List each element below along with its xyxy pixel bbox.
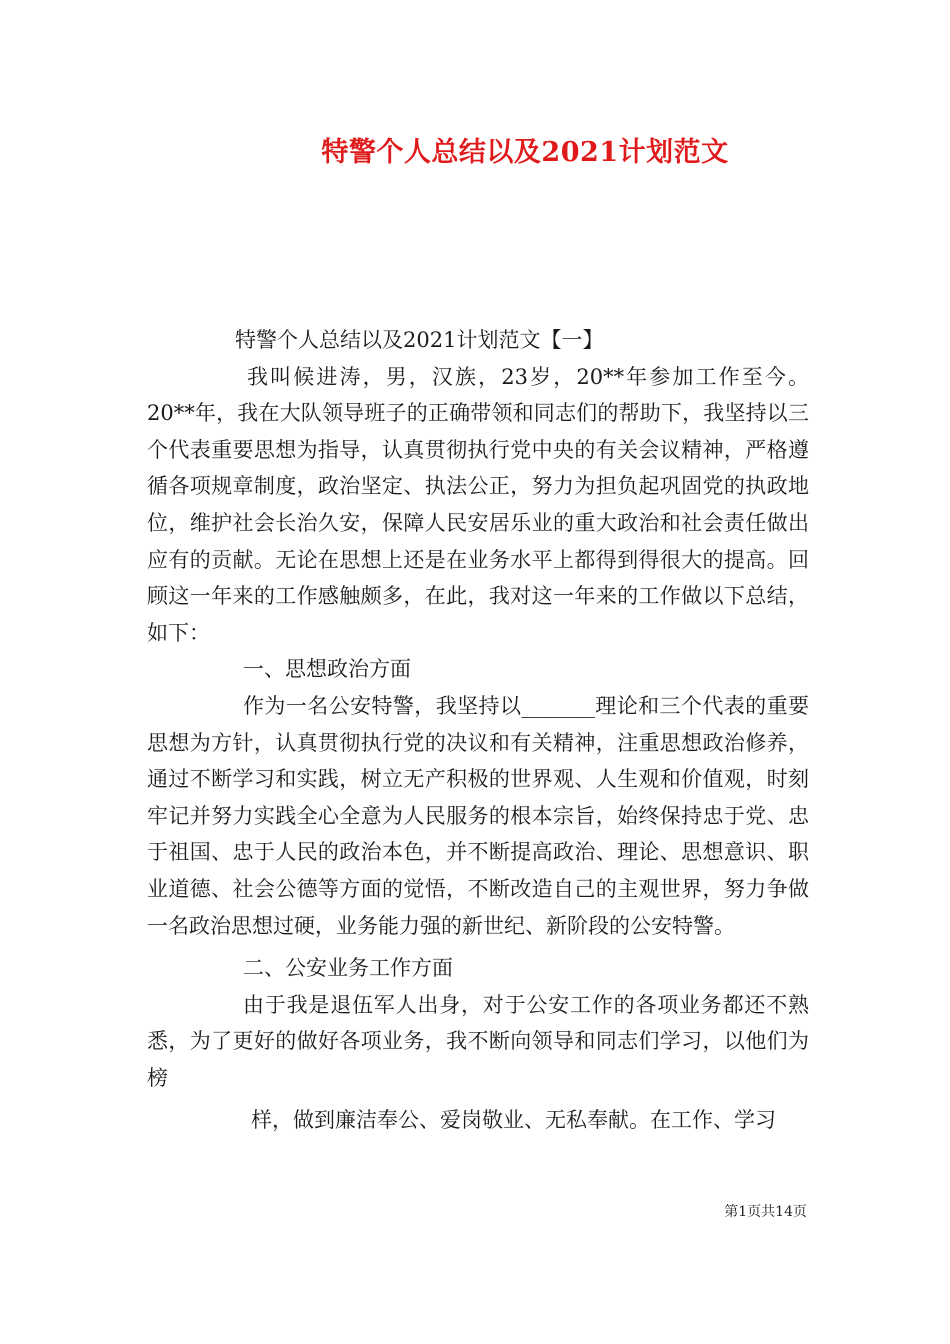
body-paragraph: 样，做到廉洁奉公、爱岗敬业、无私奉献。在工作、学习 xyxy=(251,1108,776,1133)
document-title: 特警个人总结以及2021计划范文 xyxy=(321,137,729,168)
page-number-footer: 第1页共14页 xyxy=(724,1204,807,1220)
section-heading: 一、思想政治方面 xyxy=(243,657,411,682)
section-heading: 二、公安业务工作方面 xyxy=(243,956,453,981)
body-paragraph: 我叫候进涛，男，汉族，23岁，20**年参加工作至今。20**年，我在大队领导班子的正确带领和同志们的帮助下，我坚持以三个代表重要思想为指导，认真贯彻执行党中央的有关会议精神，严格遵循各项规章制度，政治坚定、执法公正，努力为担负起巩固党的执政地位，维护社会长治久安，保障人民安居乐业的重大政治和社会责任做出应有的贡献。无论在思想上还是在业务水平上都得到得很大的提高。回顾这一年来的工作感触颇多，在此，我对这一年来的工作做以下总结，如下： xyxy=(147,364,809,645)
body-paragraph: 作为一名公安特警，我坚持以_______理论和三个代表的重要思想为方针，认真贯彻执行党的决议和有关精神，注重思想政治修养，通过不断学习和实践，树立无产积极的世界观、人生观和价值观，时刻牢记并努力实践全心全意为人民服务的根本宗旨，始终保持忠于党、忠于祖国、忠于人民的政治本色，并不断提高政治、理论、思想意识、职业道德、社会公德等方面的觉悟，不断改造自己的主观世界，努力争做一名政治思想过硬，业务能力强的新世纪、新阶段的公安特警。 xyxy=(147,693,809,938)
body-paragraph: 由于我是退伍军人出身，对于公安工作的各项业务都还不熟悉，为了更好的做好各项业务，我不断向领导和同志们学习，以他们为榜 xyxy=(147,992,809,1090)
document-body xyxy=(147,322,809,1139)
section-heading-one: 特警个人总结以及2021计划范文【一】 xyxy=(235,328,604,352)
